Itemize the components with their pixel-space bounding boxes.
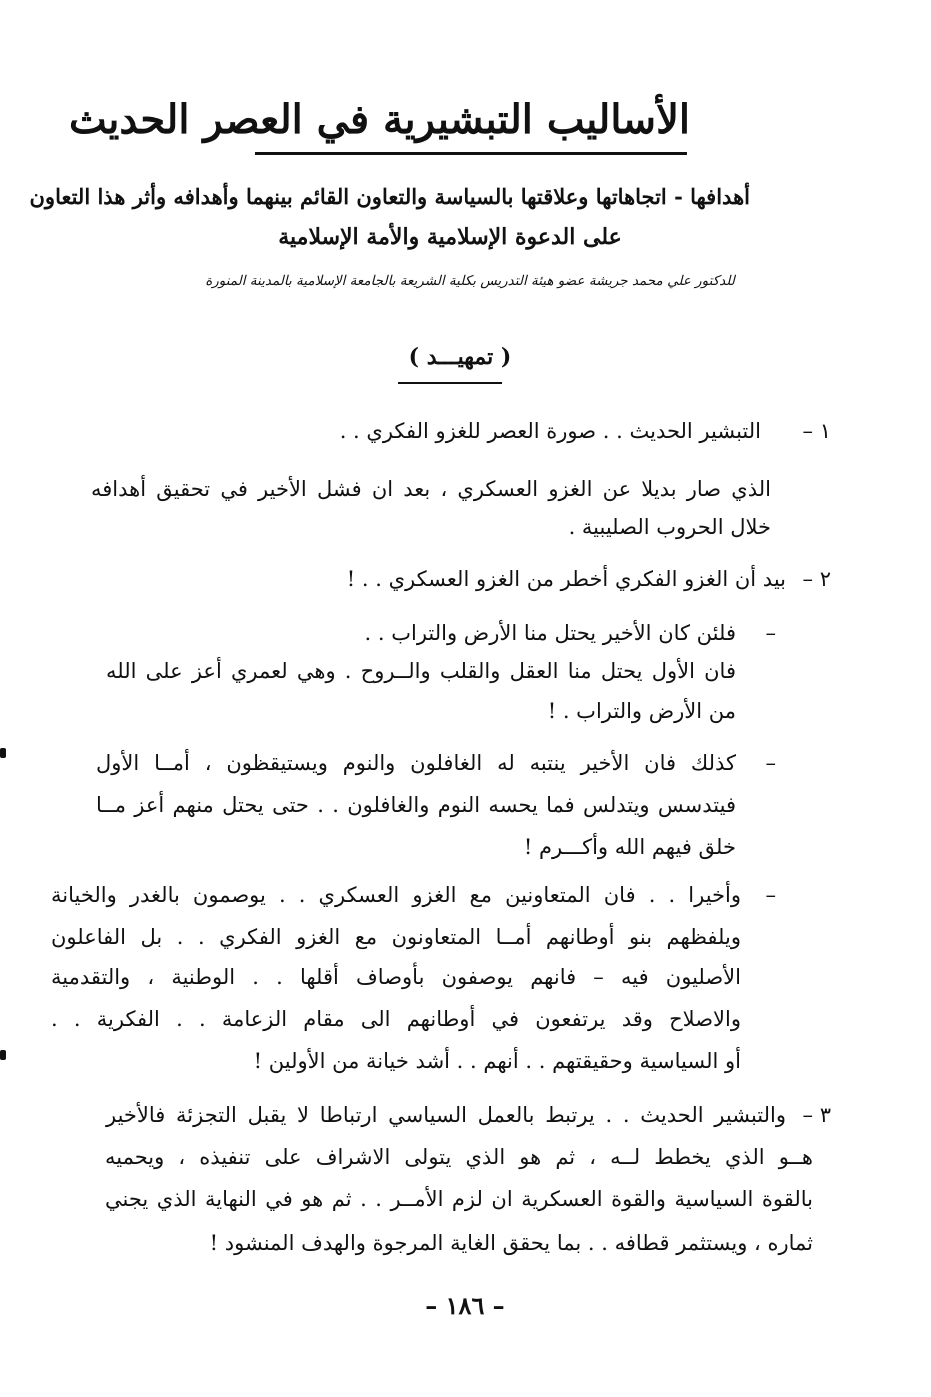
subtitle-line-2: على الدعوة الإسلامية والأمة الإسلامية [278,224,622,250]
body-line: التبشير الحديث . . صورة العصر للغزو الفكري . . [339,419,761,443]
body-line: خلق فيهم الله وأكـــرم ! [523,835,736,859]
paragraph-marker: ١ – [802,419,831,443]
body-line: فان الأول يحتل منا العقل والقلب والــروح . وهي لعمري أعز على الله [106,659,736,683]
author-line: للدكتور علي محمد جريشة عضو هيئة التدريس بكلية الشريعة بالجامعة الإسلامية بالمدينة المنورة [205,273,735,289]
heading-underline [398,382,502,384]
body-line: كذلك فان الأخير ينتبه له الغافلون والنوم ويستيقظون ، أمــا الأول [96,751,736,775]
page-number: – ١٨٦ – [425,1291,505,1320]
body-line: فيتدسس ويتدلس فما يحسه النوم والغافلون . . حتى يحتل منهم أعز مــا [96,793,736,817]
body-line: من الأرض والتراب . ! [547,699,736,723]
body-line: الذي صار بديلا عن الغزو العسكري ، بعد ان فشل الأخير في تحقيق أهدافه [91,477,771,501]
subtitle-line-1: أهدافها - اتجاهاتها وعلاقتها بالسياسة والتعاون القائم بينهما وأهدافه وأثر هذا التعاون [29,184,750,209]
bullet-dash: – [765,883,776,907]
scan-artifact [0,1050,6,1060]
paragraph-marker: ٣ – [802,1103,831,1127]
section-heading: ( تمهيـــد ) [408,344,512,370]
article-title: الأساليب التبشيرية في العصر الحديث [68,96,690,143]
body-line: الأصليون فيه – فانهم يوصفون بأوصاف أقلها . . الوطنية ، والتقدمية [51,965,741,989]
title-underline [255,152,687,155]
body-line: ويلفظهم بنو أوطانهم أمــا المتعاونون مع الغزو الفكري . . بل الفاعلون [51,925,741,949]
scan-artifact [0,748,6,758]
paragraph-marker: ٢ – [802,567,831,591]
body-line: والتبشير الحديث . . يرتبط بالعمل السياسي ارتباطا لا يقبل التجزئة فالأخير [106,1103,786,1127]
bullet-dash: – [765,751,776,775]
body-line: وأخيرا . . فان المتعاونين مع الغزو العسكري . . يوصمون بالغدر والخيانة [51,883,741,907]
body-line: بيد أن الغزو الفكري أخطر من الغزو العسكري . . ! [346,567,786,591]
body-line: هــو الذي يخطط لــه ، ثم هو الذي يتولى الاشراف على تنفيذه ، ويحميه [105,1145,813,1169]
bullet-dash: – [765,621,776,645]
body-line: بالقوة السياسية والقوة العسكرية ان لزم الأمــر . . ثم هو في النهاية الذي يجني [105,1187,813,1211]
body-line: فلئن كان الأخير يحتل منا الأرض والتراب . . [364,621,736,645]
body-line: أو السياسية وحقيقتهم . . أنهم . . أشد خيانة من الأولين ! [253,1049,741,1073]
body-line: خلال الحروب الصليبية . [568,515,771,539]
body-line: والاصلاح وقد يرتفعون في أوطانهم الى مقام الزعامة . . الفكرية . . [51,1007,741,1031]
body-line: ثماره ، ويستثمر قطافه . . بما يحقق الغاية المرجوة والهدف المنشود ! [209,1231,813,1255]
